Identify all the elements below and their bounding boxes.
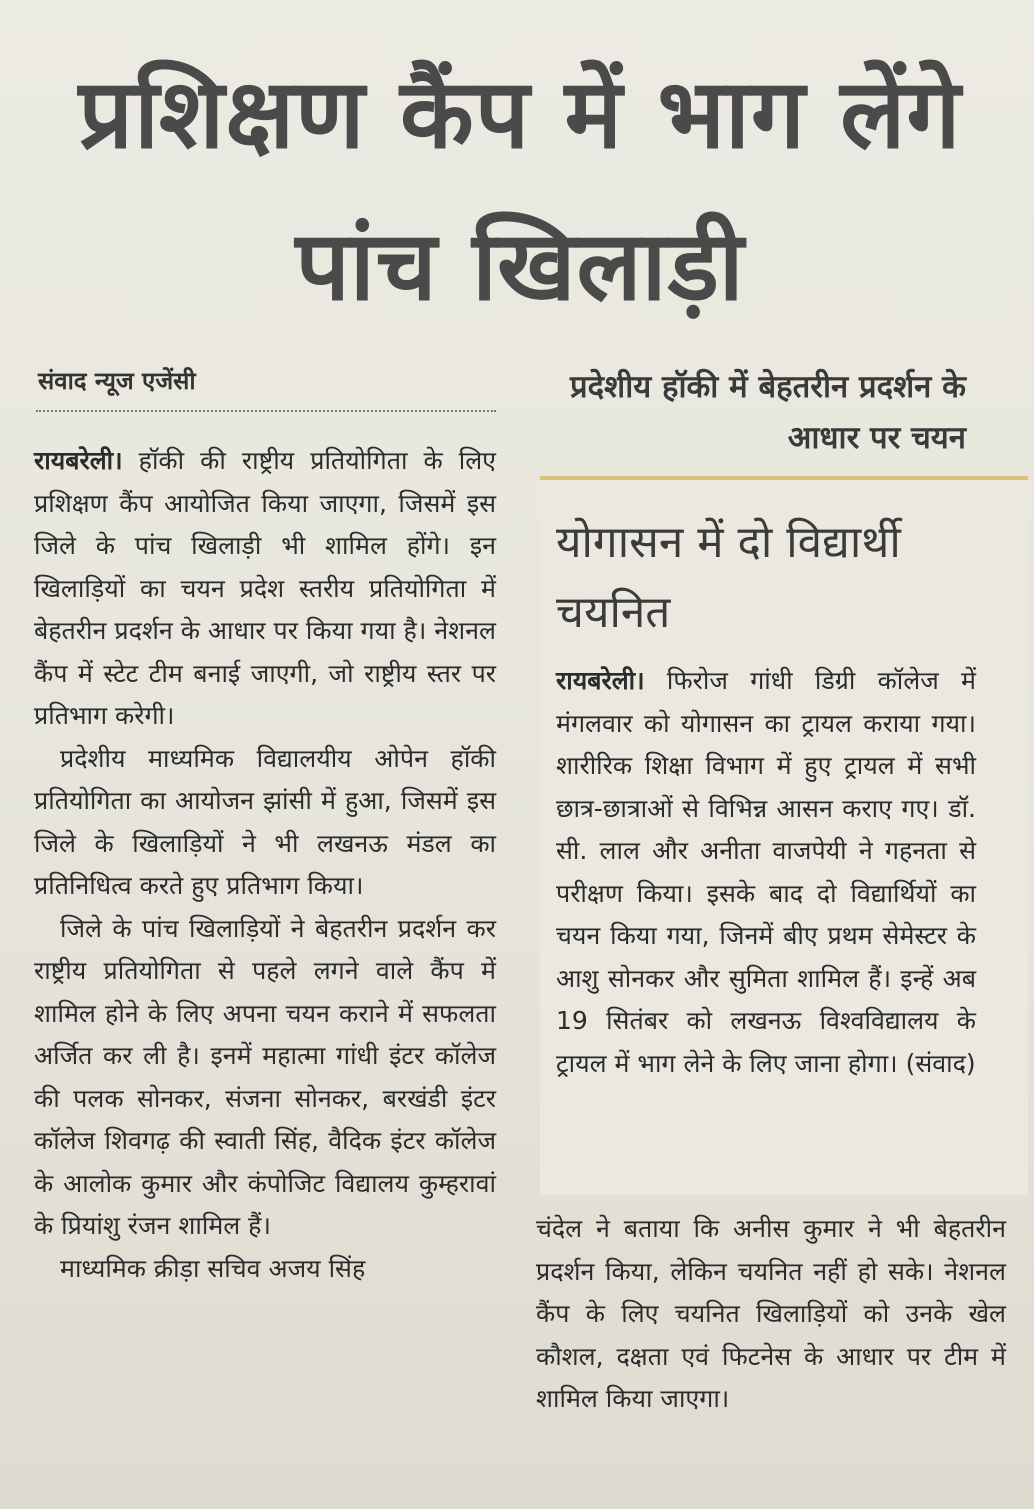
- byline: संवाद न्यूज एजेंसी: [38, 367, 196, 395]
- headline: प्रशिक्षण कैंप में भाग लेंगे पांच खिलाड़ी: [78, 58, 962, 322]
- side-story-body: [556, 660, 976, 1085]
- main-story-continuation: [536, 1208, 1006, 1421]
- side-story-text: फिरोज गांधी डिग्री कॉलेज में मंगलवार को योगासन का ट्रायल कराया गया। शारीरिक शिक्षा विभाग में हुए ट्रायल में सभी छात्र-छात्राओं से विभिन्न आसन कराए गए। डॉ. सी. लाल और अनीता वाजपेयी ने गहनता से परीक्षण किया। इसके बाद दो विद्यार्थियों का चयन किया गया, जिनमें बीए प्रथम सेमेस्टर के आशु सोनकर और सुमिता शामिल हैं। इन्हें अब 19 सितंबर को लखनऊ विश्वविद्यालय के ट्रायल में भाग लेने के लिए जाना होगा। (संवाद): [556, 666, 976, 1078]
- main-paragraph-2: प्रदेशीय माध्यमिक विद्यालयीय ओपेन हॉकी प्रतियोगिता का आयोजन झांसी में हुआ, जिसमें इस जिले के खिलाड़ियों ने भी लखनऊ मंडल का प्रतिनिधित्व करते हुए प्रतिभाग किया।: [34, 743, 496, 900]
- main-story-column: [34, 440, 496, 1290]
- main-paragraph-4: माध्यमिक क्रीड़ा सचिव अजय सिंह: [60, 1253, 366, 1283]
- continuation-text: चंदेल ने बताया कि अनीस कुमार ने भी बेहतरीन प्रदर्शन किया, लेकिन चयनित नहीं हो सके। नेशनल कैंप के लिए चयनित खिलाड़ियों को उनके खेल कौशल, दक्षता एवं फिटनेस के आधार पर टीम में शामिल किया जाएगा।: [536, 1214, 1006, 1413]
- side-dateline: रायबरेली।: [556, 666, 645, 695]
- main-subhead: प्रदेशीय हॉकी में बेहतरीन प्रदर्शन के आधार पर चयन: [570, 369, 966, 456]
- main-paragraph-1-text: हॉकी की राष्ट्रीय प्रतियोगिता के लिए प्रशिक्षण कैंप आयोजित किया जाएगा, जिसमें इस जिले के पांच खिलाड़ी भी शामिल होंगे। इन खिलाड़ियों का चयन प्रदेश स्तरीय प्रतियोगिता में बेहतरीन प्रदर्शन के आधार पर किया गया है। नेशनल कैंप में स्टेट टीम बनाई जाएगी, जो राष्ट्रीय स्तर पर प्रतिभाग करेगी।: [34, 446, 496, 730]
- main-paragraph-1: [34, 440, 496, 738]
- main-paragraph-3: जिले के पांच खिलाड़ियों ने बेहतरीन प्रदर्शन कर राष्ट्रीय प्रतियोगिता से पहले लगने वाले कैंप में शामिल होने के लिए अपना चयन कराने में सफलता अर्जित कर ली है। इनमें महात्मा गांधी इंटर कॉलेज की पलक सोनकर, संजना सोनकर, बरखंडी इंटर कॉलेज शिवगढ़ की स्वाती सिंह, वैदिक इंटर कॉलेज के आलोक कुमार और कंपोजिट विद्यालय कुम्हरावां के प्रियांशु रंजन शामिल हैं।: [34, 913, 496, 1240]
- side-story-title: योगासन में दो विद्यार्थी चयनित: [556, 517, 901, 638]
- byline-divider: [36, 410, 496, 412]
- main-dateline: रायबरेली।: [34, 446, 123, 475]
